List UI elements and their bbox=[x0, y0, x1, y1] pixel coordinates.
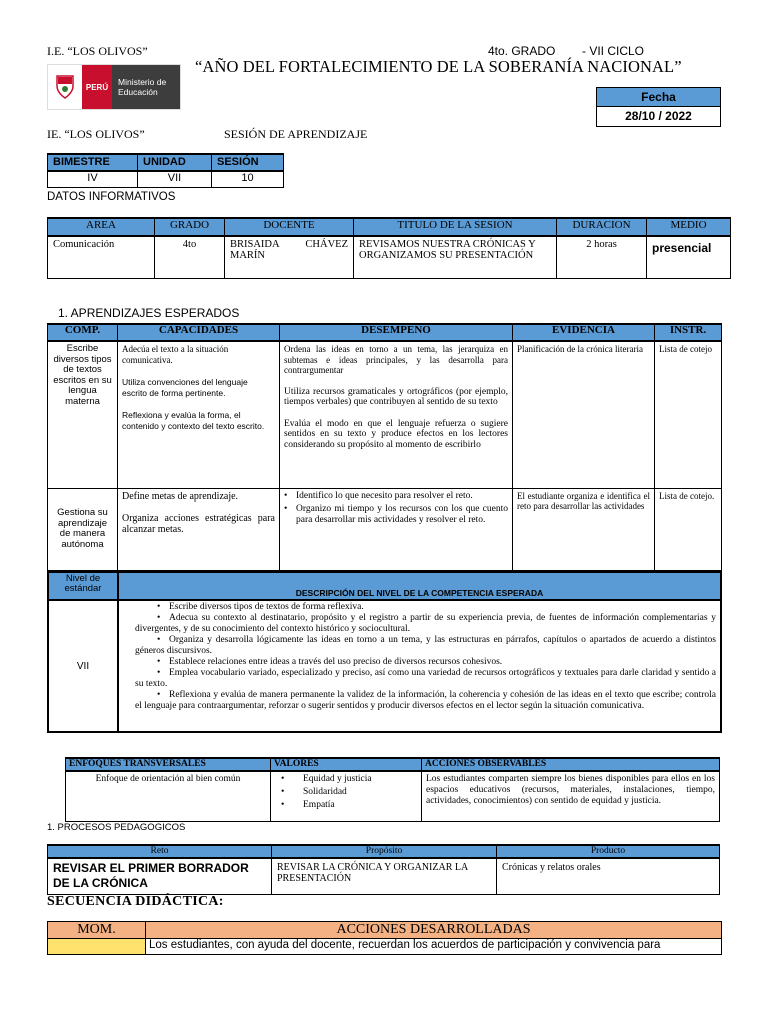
capacidad-2a: Define metas de aprendizaje. bbox=[122, 490, 239, 502]
header-grade: 4to. GRADO bbox=[488, 44, 556, 58]
desempeno-1b: Utiliza recursos gramaticales y ortográficos (por ejemplo, tiempos verbales) que contribuyen al sentido de su texto bbox=[284, 386, 508, 407]
area-header: AREA bbox=[48, 218, 155, 236]
comp-2: Gestiona su aprendizaje de manera autónoma bbox=[48, 488, 118, 570]
evidencia-header: EVIDENCIA bbox=[513, 324, 655, 341]
medio-value: presencial bbox=[647, 236, 731, 278]
reto-header: Reto bbox=[48, 845, 272, 858]
titulo-value: REVISAMOS NUESTRA CRÓNICAS Y ORGANIZAMOS SU PRESENTACIÓN bbox=[354, 236, 557, 278]
producto-header: Producto bbox=[497, 845, 720, 858]
grado-value: 4to bbox=[155, 236, 225, 278]
capacidades-header: CAPACIDADES bbox=[118, 324, 280, 341]
acciones-first-row: Los estudiantes, con ayuda del docente, recuerdan los acuerdos de participación y convivencia para bbox=[146, 939, 722, 955]
acciones-desarrolladas-header: ACCIONES DESARROLLADAS bbox=[146, 922, 722, 939]
acciones-header: ACCIONES OBSERVABLES bbox=[422, 758, 720, 771]
coat-of-arms-icon bbox=[48, 65, 82, 109]
capacidades-2 bbox=[118, 488, 280, 570]
header-school: I.E. “LOS OLIVOS” bbox=[47, 44, 148, 58]
header-motto: “AÑO DEL FORTALECIMIENTO DE LA SOBERANÍA NACIONAL” bbox=[195, 57, 682, 76]
sesion-header: SESIÓN bbox=[212, 154, 284, 171]
nivel-description bbox=[118, 600, 721, 732]
unidad-header: UNIDAD bbox=[138, 154, 212, 171]
medio-header: MEDIO bbox=[647, 218, 731, 236]
nivel-item: • Escribe diversos tipos de textos de forma reflexiva. bbox=[123, 602, 716, 613]
comp-header: COMP. bbox=[48, 324, 118, 341]
producto-value: Crónicas y relatos orales bbox=[497, 858, 720, 895]
enfoques-header: ENFOQUES TRANSVERSALES bbox=[66, 758, 271, 771]
bimestre-header: BIMESTRE bbox=[48, 154, 138, 171]
grado-header: GRADO bbox=[155, 218, 225, 236]
proposito-value: REVISAR LA CRÓNICA Y ORGANIZAR LA PRESENTACIÓN bbox=[272, 858, 497, 895]
procesos-heading: 1. PROCESOS PEDAGOGICOS bbox=[47, 822, 186, 833]
valores-header: VALORES bbox=[271, 758, 422, 771]
capacidades-1 bbox=[118, 341, 280, 488]
valores-list bbox=[271, 771, 422, 821]
duracion-header: DURACION bbox=[557, 218, 647, 236]
mom-header: MOM. bbox=[48, 922, 146, 939]
sesion-value: 10 bbox=[212, 171, 284, 187]
valor-item: • Empatía bbox=[281, 800, 417, 811]
comp-1: Escribe diversos tipos de textos escritos en su lengua materna bbox=[48, 341, 118, 488]
secuencia-heading: SECUENCIA DIDÁCTICA: bbox=[47, 894, 224, 909]
evidencia-1: Planificación de la crónica literaria bbox=[513, 341, 655, 488]
docente-value: BRISAIDA CHÁVEZ MARÍN bbox=[225, 236, 354, 278]
titulo-header: TITULO DE LA SESION bbox=[354, 218, 557, 236]
bimestre-value: IV bbox=[48, 171, 138, 187]
nivel-label: Nivel de estándar bbox=[48, 572, 118, 600]
ministry-logo bbox=[47, 64, 181, 110]
valor-item: • Solidaridad bbox=[281, 787, 417, 798]
momentos-table bbox=[47, 921, 722, 955]
logo-country: PERÚ bbox=[82, 65, 112, 109]
acciones-value: Los estudiantes comparten siempre los bienes disponibles para ellos en los espacios educativos (recursos, materiales, instalaciones, tiempo, actividades, conocimientos) con sentido de equidad y justicia. bbox=[422, 771, 720, 821]
desempeno-1 bbox=[280, 341, 513, 488]
desempeno-2b: • Organizo mi tiempo y los recursos con los que cuento para desarrollar mis actividades y resolver el reto. bbox=[284, 504, 508, 525]
desempeno-2 bbox=[280, 488, 513, 570]
capacidad-1a: Adecúa el texto a la situación comunicativa. bbox=[122, 344, 229, 365]
nivel-item: • Organiza y desarrolla lógicamente las ideas en torno a un tema, y las estructuras en párrafos, capítulos o apartados de acuerdo a distintos géneros discursivos. bbox=[123, 635, 716, 657]
date-value: 28/10 / 2022 bbox=[625, 109, 692, 123]
date-label: Fecha bbox=[597, 88, 720, 107]
enfoque-value: Enfoque de orientación al bien común bbox=[66, 771, 271, 821]
valor-item: • Equidad y justicia bbox=[281, 774, 417, 785]
nivel-level: VII bbox=[48, 600, 118, 732]
instr-2: Lista de cotejo. bbox=[655, 488, 722, 570]
nivel-item: • Emplea vocabulario variado, especializado y preciso, así como una variedad de recursos ortográficos y textuales para darle claridad y sentido a su texto. bbox=[123, 668, 716, 690]
bimestre-table bbox=[47, 153, 284, 188]
unidad-value: VII bbox=[138, 171, 212, 187]
header-cycle: - VII CICLO bbox=[582, 44, 645, 58]
capacidad-2b: Organiza acciones estratégicas para alcanzar metas. bbox=[122, 512, 275, 535]
evidencia-2: El estudiante organiza e identifica el reto para desarrollar las actividades bbox=[513, 488, 655, 570]
capacidad-1b: Utiliza convenciones del lenguaje escrito de forma pertinente. bbox=[122, 377, 248, 398]
date-box bbox=[596, 87, 721, 127]
info-table bbox=[47, 217, 731, 279]
desempeno-header: DESEMPENO bbox=[280, 324, 513, 341]
capacidad-1c: Reflexiona y evalúa la forma, el contenido y contexto del texto escrito. bbox=[122, 410, 265, 431]
duracion-value: 2 horas bbox=[557, 236, 647, 278]
instr-1: Lista de cotejo bbox=[655, 341, 722, 488]
docente-header: DOCENTE bbox=[225, 218, 354, 236]
aprendizajes-heading: 1. APRENDIZAJES ESPERADOS bbox=[58, 306, 240, 320]
nivel-item: • Reflexiona y evalúa de manera permanente la validez de la información, la coherencia y cohesión de las ideas en el texto que escribe; controla el lenguaje para contraargumentar, reforzar o sugerir sentidos y producir diversos efectos en el lector según la situación comunicativa. bbox=[123, 690, 716, 712]
nivel-heading: DESCRIPCIÓN DEL NIVEL DE LA COMPETENCIA ESPERADA bbox=[118, 572, 721, 600]
proposito-header: Propósito bbox=[272, 845, 497, 858]
aprendizajes-table bbox=[47, 323, 722, 571]
enfoques-table bbox=[65, 757, 720, 822]
logo-ministry: Ministerio de Educación bbox=[112, 65, 180, 109]
nivel-item: • Adecua su contexto al destinatario, propósito y el registro a partir de su experiencia previa, de fuentes de información complementarias y divergentes, y de su conocimiento del contexto histórico y sociocultural. bbox=[123, 613, 716, 635]
area-value: Comunicación bbox=[48, 236, 155, 278]
session-title: SESIÓN DE APRENDIZAJE bbox=[224, 127, 368, 141]
desempeno-2a: • Identifico lo que necesito para resolver el reto. bbox=[284, 491, 508, 502]
desempeno-1c: Evalúa el modo en que el lenguaje refuerza o sugiere sentidos en su texto y produce efectos en los lectores considerando su propósito al momento de escribirlo bbox=[284, 418, 508, 450]
desempeno-1a: Ordena las ideas en torno a un tema, las jerarquiza en subtemas e ideas principales, y las desarrolla para contrargumentar bbox=[284, 344, 508, 375]
nivel-item: • Establece relaciones entre ideas a través del uso preciso de diversos recursos cohesivos. bbox=[123, 657, 716, 668]
nivel-table bbox=[47, 571, 722, 733]
instr-header: INSTR. bbox=[655, 324, 722, 341]
reto-table bbox=[47, 844, 720, 895]
institution-line: IE. “LOS OLIVOS” bbox=[47, 127, 145, 141]
mom-cell bbox=[48, 939, 146, 955]
datos-informativos-heading: DATOS INFORMATIVOS bbox=[47, 191, 176, 203]
reto-value: REVISAR EL PRIMER BORRADOR DE LA CRÓNICA bbox=[48, 858, 272, 895]
